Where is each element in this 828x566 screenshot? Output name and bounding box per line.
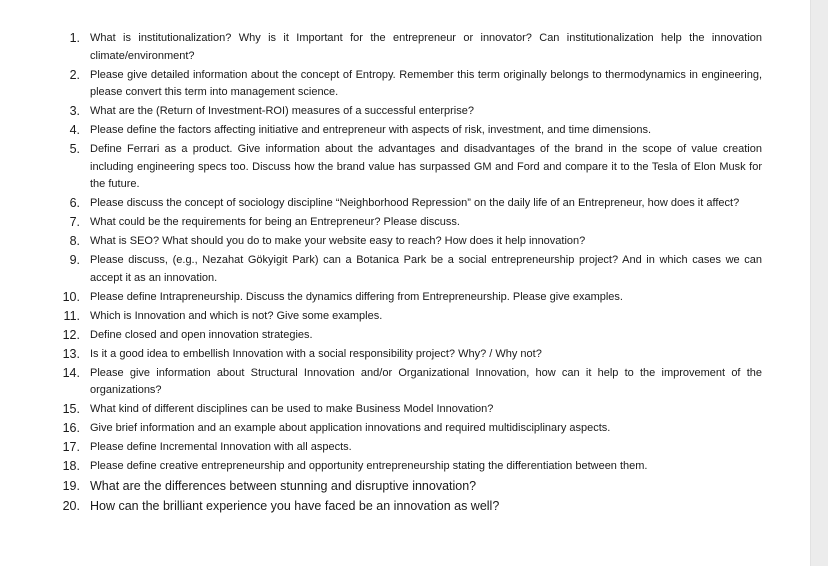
scrollbar-gutter[interactable]	[810, 0, 828, 566]
question-text: What is institutionalization? Why is it Important for the entrepreneur or innovator? Can institutionalization help the innovation climate/environment?	[90, 32, 762, 62]
question-text: Is it a good idea to embellish Innovation with a social responsibility project? Why? / Why not?	[90, 347, 542, 360]
question-number: 19.	[62, 479, 80, 493]
question-number: 15.	[62, 402, 80, 416]
question-number: 1.	[69, 31, 80, 45]
question-item-5	[0, 141, 762, 194]
question-item-7	[0, 214, 762, 232]
question-number: 18.	[62, 459, 80, 473]
question-text: Define closed and open innovation strategies.	[90, 328, 313, 341]
question-item-19	[0, 477, 762, 495]
question-number: 14.	[62, 365, 80, 380]
question-text: Define Ferrari as a product. Give information about the advantages and disadvantages of the brand in the scope of value creation including engineering specs too. Discuss how the brand value has surpassed GM and Ford and compare it to the Tesla of Elon Musk for the future.	[90, 143, 762, 190]
question-text: What could be the requirements for being an Entrepreneur? Please discuss.	[90, 216, 460, 228]
question-text: What kind of different disciplines can be used to make Business Model Innovation?	[90, 403, 494, 415]
question-text: Please discuss the concept of sociology discipline “Neighborhood Repression” on the daily life of an Entrepreneur, how does it affect?	[90, 197, 740, 209]
question-item-13	[0, 346, 762, 364]
question-text: Please define Incremental Innovation with all aspects.	[90, 441, 352, 453]
question-text: Please define Intrapreneurship. Discuss the dynamics differing from Entrepreneurship. Please give examples.	[90, 290, 623, 303]
question-item-18	[0, 458, 762, 476]
question-item-6	[0, 195, 762, 213]
question-text: Please define creative entrepreneurship and opportunity entrepreneurship stating the differentiation between them.	[90, 460, 648, 472]
question-item-20	[0, 497, 762, 515]
question-text: Please discuss, (e.g., Nezahat Gökyigit Park) can a Botanica Park be a social entrepreneurship project? And in which cases we can accept it as an innovation.	[90, 254, 762, 284]
question-number: 3.	[69, 104, 80, 118]
question-text: What are the differences between stunning and disruptive innovation?	[90, 479, 477, 493]
question-list	[0, 30, 800, 517]
question-text: Give brief information and an example about application innovations and required multidisciplinary aspects.	[90, 422, 611, 434]
question-number: 4.	[69, 123, 80, 137]
question-number: 20.	[62, 499, 80, 513]
question-text: How can the brilliant experience you have faced be an innovation as well?	[90, 499, 500, 513]
question-item-11	[0, 308, 762, 326]
question-item-14	[0, 365, 762, 400]
question-number: 9.	[69, 253, 80, 267]
question-number: 10.	[62, 289, 80, 304]
question-text: What is SEO? What should you do to make your website easy to reach? How does it help innovation?	[90, 235, 586, 247]
question-item-10	[0, 289, 762, 307]
question-item-17	[0, 439, 762, 457]
question-number: 16.	[62, 421, 80, 435]
question-number: 13.	[62, 346, 80, 361]
question-item-12	[0, 327, 762, 345]
question-item-16	[0, 420, 762, 438]
question-item-2	[0, 67, 762, 102]
question-number: 7.	[69, 215, 80, 229]
question-number: 2.	[69, 67, 80, 82]
question-item-8	[0, 233, 762, 251]
question-item-3	[0, 103, 762, 121]
question-text: What are the (Return of Investment-ROI) measures of a successful enterprise?	[90, 105, 474, 117]
question-number: 6.	[69, 196, 80, 210]
question-text: Please give detailed information about the concept of Entropy. Remember this term originally belongs to thermodynamics in engineering, please convert this term into management science.	[90, 68, 762, 98]
question-item-9	[0, 252, 762, 287]
question-number: 8.	[69, 234, 80, 248]
question-text: Which is Innovation and which is not? Give some examples.	[90, 309, 383, 322]
question-number: 12.	[62, 327, 80, 342]
question-number: 11.	[63, 308, 80, 323]
question-item-15	[0, 401, 762, 419]
question-item-4	[0, 122, 762, 140]
question-number: 5.	[69, 142, 80, 156]
question-number: 17.	[62, 440, 80, 454]
question-item-1	[0, 30, 762, 65]
question-text: Please give information about Structural Innovation and/or Organizational Innovation, how can it help to the improvement of the organizations?	[90, 366, 762, 396]
question-text: Please define the factors affecting initiative and entrepreneur with aspects of risk, investment, and time dimensions.	[90, 124, 652, 136]
